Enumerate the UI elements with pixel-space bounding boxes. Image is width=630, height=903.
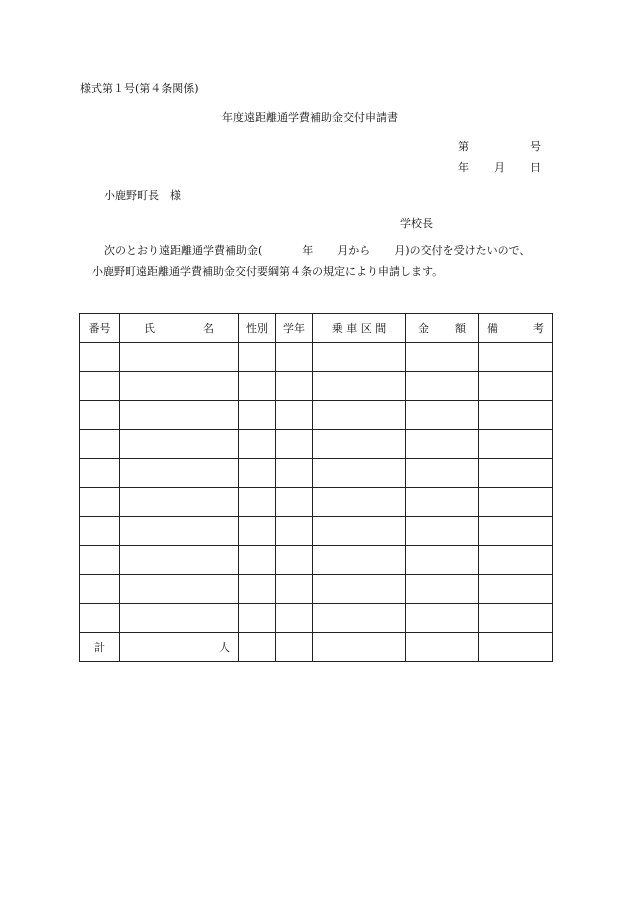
row-grade-cell[interactable]: [276, 488, 313, 517]
row-remarks-cell[interactable]: [479, 604, 553, 633]
row-remarks-cell[interactable]: [479, 372, 553, 401]
row-number-cell[interactable]: [80, 343, 120, 372]
row-route-cell[interactable]: [313, 488, 406, 517]
table-row: [80, 604, 553, 633]
date-day-label: 日: [530, 161, 541, 174]
row-number-cell[interactable]: [80, 546, 120, 575]
table-row: [80, 517, 553, 546]
row-name-cell[interactable]: [120, 546, 239, 575]
row-number-cell[interactable]: [80, 401, 120, 430]
form-label: 様式第１号(第４条関係): [80, 82, 199, 95]
header-remarks-1: 備: [487, 322, 498, 335]
row-gender-cell[interactable]: [239, 372, 276, 401]
table-row: [80, 488, 553, 517]
row-number-cell[interactable]: [80, 459, 120, 488]
header-remarks: [479, 314, 553, 343]
row-number-cell[interactable]: [80, 575, 120, 604]
header-amount: [406, 314, 479, 343]
row-name-cell[interactable]: [120, 459, 239, 488]
table-row: [80, 430, 553, 459]
row-remarks-cell[interactable]: [479, 430, 553, 459]
header-name-2: 名: [203, 322, 214, 335]
row-name-cell[interactable]: [120, 343, 239, 372]
row-remarks-cell[interactable]: [479, 546, 553, 575]
applicant-table: [79, 313, 553, 662]
row-gender-cell[interactable]: [239, 517, 276, 546]
row-number-cell[interactable]: [80, 372, 120, 401]
table-row: [80, 575, 553, 604]
row-gender-cell[interactable]: [239, 488, 276, 517]
row-grade-cell[interactable]: [276, 401, 313, 430]
header-amount-2: 額: [455, 322, 466, 335]
row-gender-cell[interactable]: [239, 401, 276, 430]
row-amount-cell[interactable]: [406, 343, 479, 372]
row-grade-cell[interactable]: [276, 372, 313, 401]
date-month-label: 月: [494, 161, 505, 174]
row-remarks-cell[interactable]: [479, 517, 553, 546]
header-gender: 性別: [239, 314, 276, 343]
row-amount-cell[interactable]: [406, 546, 479, 575]
row-amount-cell[interactable]: [406, 604, 479, 633]
row-grade-cell[interactable]: [276, 575, 313, 604]
row-gender-cell[interactable]: [239, 430, 276, 459]
body-line1-year: 年: [302, 244, 314, 257]
header-grade: 学年: [276, 314, 313, 343]
row-amount-cell[interactable]: [406, 488, 479, 517]
row-grade-cell[interactable]: [276, 517, 313, 546]
total-label: 計: [80, 633, 120, 662]
table-row: [80, 372, 553, 401]
row-name-cell[interactable]: [120, 401, 239, 430]
table-header-row: [80, 314, 553, 343]
number-suffix: 号: [530, 140, 541, 153]
number-prefix: 第: [458, 140, 469, 153]
row-gender-cell[interactable]: [239, 546, 276, 575]
table-row: [80, 343, 553, 372]
header-number: 番号: [80, 314, 120, 343]
row-remarks-cell[interactable]: [479, 575, 553, 604]
total-unit: 人: [120, 633, 239, 662]
header-amount-1: 金: [418, 322, 429, 335]
row-route-cell[interactable]: [313, 430, 406, 459]
body-line1-from: 月から: [337, 244, 371, 257]
total-grade-cell[interactable]: [276, 633, 313, 662]
date-year-label: 年: [458, 161, 469, 174]
row-amount-cell[interactable]: [406, 517, 479, 546]
document-title: 年度遠距離通学費補助金交付申請書: [222, 111, 398, 124]
row-amount-cell[interactable]: [406, 372, 479, 401]
table-row: [80, 546, 553, 575]
total-remarks-cell[interactable]: [479, 633, 553, 662]
row-route-cell[interactable]: [313, 517, 406, 546]
row-grade-cell[interactable]: [276, 546, 313, 575]
addressee: 小鹿野町長 様: [104, 189, 181, 202]
row-name-cell[interactable]: [120, 488, 239, 517]
row-route-cell[interactable]: [313, 546, 406, 575]
row-grade-cell[interactable]: [276, 604, 313, 633]
body-line-1: [104, 242, 530, 258]
row-remarks-cell[interactable]: [479, 459, 553, 488]
row-grade-cell[interactable]: [276, 343, 313, 372]
table-total-row: [80, 633, 553, 662]
row-number-cell[interactable]: [80, 517, 120, 546]
row-gender-cell[interactable]: [239, 459, 276, 488]
header-name-1: 氏: [144, 322, 155, 335]
row-route-cell[interactable]: [313, 604, 406, 633]
row-name-cell[interactable]: [120, 604, 239, 633]
header-name: [120, 314, 239, 343]
row-amount-cell[interactable]: [406, 401, 479, 430]
row-name-cell[interactable]: [120, 575, 239, 604]
body-line1-part-a: 次のとおり遠距離通学費補助金(: [104, 244, 263, 257]
body-line1-to: 月)の交付を受けたいので、: [394, 244, 531, 257]
row-remarks-cell[interactable]: [479, 401, 553, 430]
total-gender-cell[interactable]: [239, 633, 276, 662]
body-line-2: 小鹿野町遠距離通学費補助金交付要綱第４条の規定により申請します。: [92, 265, 444, 278]
row-route-cell[interactable]: [313, 372, 406, 401]
row-route-cell[interactable]: [313, 459, 406, 488]
row-grade-cell[interactable]: [276, 430, 313, 459]
row-number-cell[interactable]: [80, 604, 120, 633]
row-gender-cell[interactable]: [239, 575, 276, 604]
total-amount-cell[interactable]: [406, 633, 479, 662]
principal-label: 学校長: [400, 217, 433, 230]
row-amount-cell[interactable]: [406, 459, 479, 488]
table-row: [80, 401, 553, 430]
row-name-cell[interactable]: [120, 372, 239, 401]
row-route-cell[interactable]: [313, 343, 406, 372]
table-row: [80, 459, 553, 488]
row-gender-cell[interactable]: [239, 343, 276, 372]
total-route-cell[interactable]: [313, 633, 406, 662]
row-name-cell[interactable]: [120, 430, 239, 459]
row-name-cell[interactable]: [120, 517, 239, 546]
header-remarks-2: 考: [533, 322, 544, 335]
row-grade-cell[interactable]: [276, 459, 313, 488]
row-gender-cell[interactable]: [239, 604, 276, 633]
header-route: 乗 車 区 間: [313, 314, 406, 343]
row-number-cell[interactable]: [80, 488, 120, 517]
row-route-cell[interactable]: [313, 575, 406, 604]
row-route-cell[interactable]: [313, 401, 406, 430]
row-remarks-cell[interactable]: [479, 343, 553, 372]
row-remarks-cell[interactable]: [479, 488, 553, 517]
row-amount-cell[interactable]: [406, 575, 479, 604]
row-amount-cell[interactable]: [406, 430, 479, 459]
row-number-cell[interactable]: [80, 430, 120, 459]
